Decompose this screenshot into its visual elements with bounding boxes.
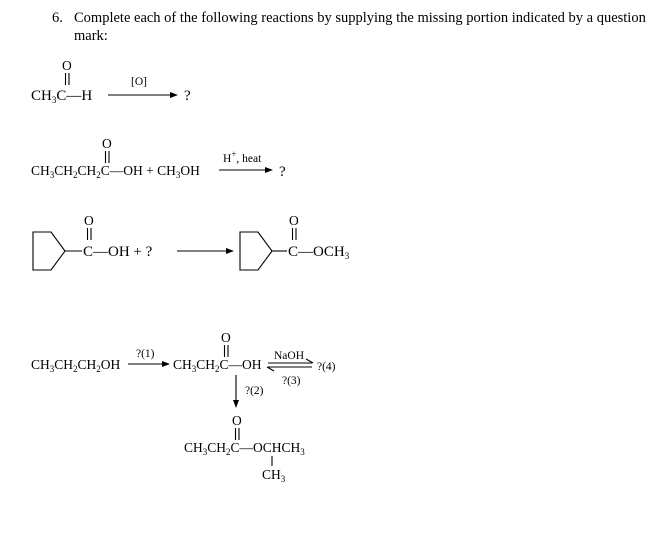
- r1-carbonyl-oxygen: O: [62, 58, 72, 73]
- r4-starting-alcohol: $CH_3CH_2CH_2OH$: [31, 357, 121, 374]
- r3-reactant-cyclopentane: [33, 232, 65, 270]
- reaction-1: [31, 58, 191, 105]
- r2-arrow-head: [265, 167, 273, 173]
- r4-equilibrium-reverse-barb: [267, 367, 274, 371]
- r4-reagent-naoh: NaOH: [274, 350, 305, 362]
- r4-ester-carbonyl-oxygen: O: [232, 413, 242, 428]
- r4-equilibrium-forward-barb: [306, 359, 313, 363]
- r4-step-2-label: ?(2): [245, 385, 264, 397]
- r4-ester-branch-methyl: $CH_3$: [262, 467, 286, 484]
- r3-product: $C—OCH_3$: [288, 244, 350, 261]
- question-line-1: Complete each of the following reactions by supplying the missing portion indicated by a question: [74, 10, 646, 26]
- r1-product: ?: [184, 88, 191, 104]
- reaction-3: [33, 213, 350, 270]
- r3-product-carbonyl-oxygen: O: [289, 213, 299, 228]
- r4-ester: $CH_3CH_2C—OCHCH_3$: [184, 440, 305, 457]
- reaction-4: [31, 330, 336, 484]
- r4-arrow-1-head: [162, 361, 170, 367]
- r1-reactant: $CH_3C—H$: [31, 88, 93, 105]
- r2-condition: H+, heat: [223, 149, 262, 165]
- r4-carboxylic-acid: $CH_3CH_2C—OH$: [173, 357, 262, 374]
- r3-reactant: C—OH + ?: [83, 244, 153, 260]
- r4-acid-carbonyl-oxygen: O: [221, 330, 231, 345]
- reaction-2: [31, 136, 286, 180]
- question-number: 6.: [52, 10, 63, 26]
- r1-reagent: [O]: [131, 76, 147, 88]
- question-line-2: mark:: [74, 28, 108, 44]
- r1-arrow-head: [170, 92, 178, 98]
- r2-reactants: $CH_3CH_2CH_2C—OH + CH_3OH$: [31, 163, 200, 180]
- r4-step-4-label: ?(4): [317, 361, 336, 373]
- r3-arrow-head: [226, 248, 234, 254]
- r2-carbonyl-oxygen: O: [102, 136, 112, 151]
- r3-carbonyl-oxygen: O: [84, 213, 94, 228]
- r2-product: ?: [279, 164, 286, 180]
- r4-step-1-label: ?(1): [136, 348, 155, 360]
- r4-step-3-label: ?(3): [282, 375, 301, 387]
- r4-arrow-2-head: [233, 400, 239, 408]
- r3-product-cyclopentane: [240, 232, 272, 270]
